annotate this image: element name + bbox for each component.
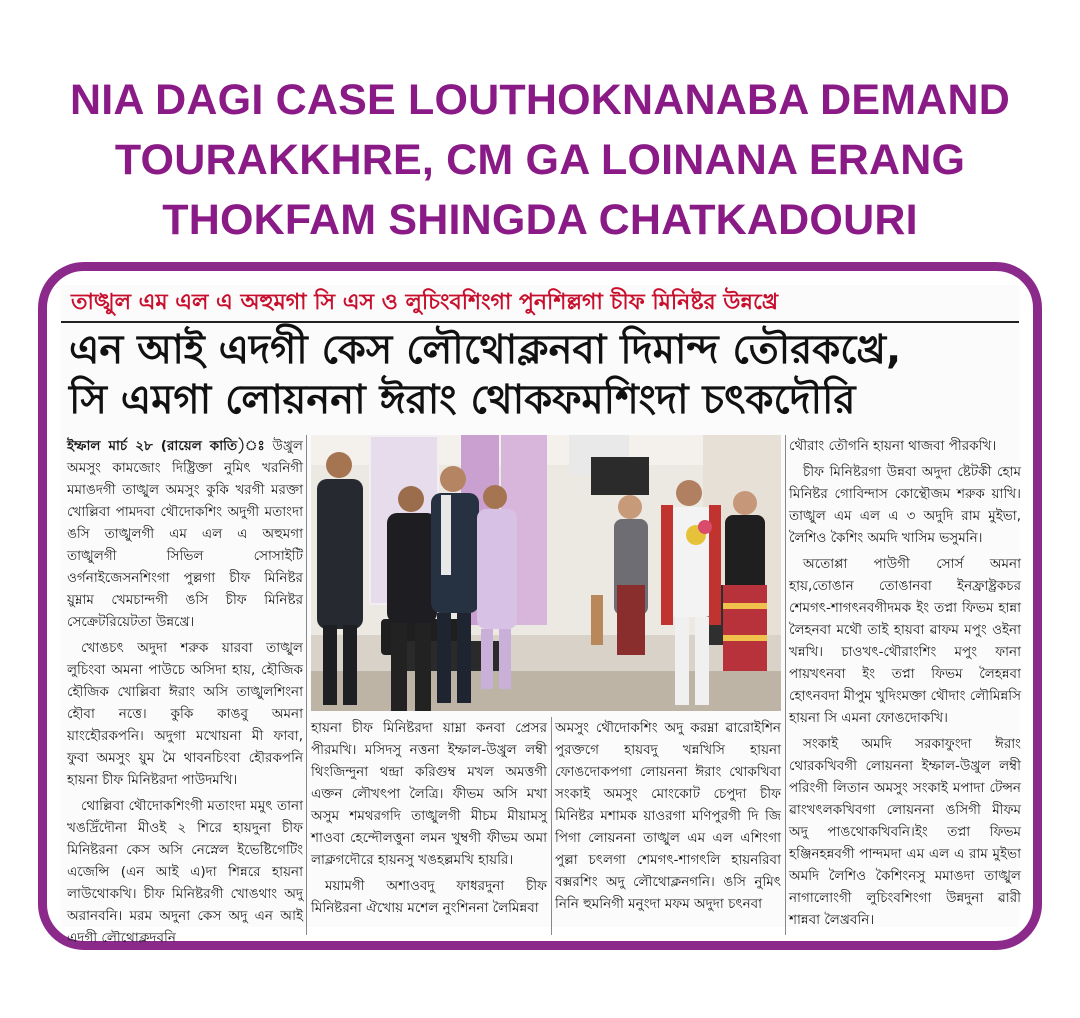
column-divider bbox=[306, 435, 307, 935]
article-paragraph: সংকাই অমদি সরকাফুংদা ঈরাং থোরকখিবগী লোয়ননা ইম্ফাল-উখ্রুল লম্বী পরিংগী লিতান অমসুং সংকাই মপাদা টেন্সন ৱাংখৎলকখিবগা লোয়ননা ঙসিগী মীফম অদু পাঙথোকখিবনি।ইং তপ্না ফিভম হঞ্জিনহন্নবগী পান্দমদা এম এল এ রাম মুইভা অমদি লৈশিও কৈশিংনসু মমাঙদা তাঙ্খুল নাগালোংগী লুচিংবশিংগা উন্নদুনা ৱারী শান্নবা লৈখ্রবনি। bbox=[789, 736, 1021, 928]
headline bbox=[0, 70, 1080, 250]
article-paragraph: খোঙচৎ অদুদা শরুক য়ারবা তাঙ্খুল লুচিংবা অমনা পাউচে অসিদা হায়, হৌজিক হৌজিক খোল্লিবা ঈরাং অসি তাঙ্খুলশিংনা হৌবা নত্তে। কুকি কাঙবু অমনা য়াংহৌরকপনি। অদুগা মখোয়না মী ফাবা, ফুবা অমসুং য়ুম মৈ থাবনচিংবা হৌরকপনি হায়না চীফ মিনিষ্টরদা পাউদমখি। bbox=[67, 640, 303, 788]
column-divider bbox=[785, 435, 786, 935]
article-dateline: ইম্ফাল মার্চ ২৮ (রায়েল কাতি)ঃ bbox=[67, 438, 265, 454]
clipping-title bbox=[69, 325, 1019, 425]
article-paragraph: হায়না চীফ মিনিষ্টরদা য়াম্না কনবা প্রেসর পীরমখি। মসিদসু নত্তনা ইম্ফাল-উখ্রুল লম্বী থিংজিন্দুনা থন্দ্রা করিগুম্ব মখল অমত্তগী এক্তন লৌখৎপা লৈত্রি। ফীভম অসি মখা অসুম শমথরগদি তাঙ্খুলগী মীচম মীয়ামসু শাওবা হেন্দৌলত্তুনা লমন খুম্বগী ফীভম অমা লাক্লগদৌরে হায়নসু খঙহল্লমখি হায়রি। bbox=[311, 720, 547, 868]
article-paragraph bbox=[67, 435, 303, 633]
clipping-kicker: তাঙ্খুল এম এল এ অহুমগা সি এস ও লুচিংবশিংগা পুনশিল্লগা চীফ মিনিষ্টর উন্নখ্রে bbox=[71, 290, 779, 315]
article-column-left bbox=[67, 435, 303, 946]
article-paragraph: ময়ামগী অশাওবদু ফাধরদুনা চীফ মিনিষ্টরনা ঐখোয় মশেল নুংশিননা লৈমিন্নবা bbox=[311, 878, 547, 916]
article-paragraph: থৌরাং তৌগনি হায়না থাজবা পীরকখি। bbox=[789, 438, 997, 454]
article-paragraph: চীফ মিনিষ্টরগা উন্নবা অদুদা ষ্টেটকী হোম মিনিষ্টর গোবিন্দাস কোন্থৌজম শরুক য়াখি। তাঙ্খুল এম এল এ ৩ অদুদি রাম মুইভা, লৈশিও কৈশিং অমদি খাসিম ভসুমনি। bbox=[789, 464, 1021, 546]
article-column-middle-right bbox=[555, 717, 781, 935]
news-photo bbox=[311, 435, 781, 711]
article-paragraph: অতোপ্পা পাউগী সোর্স অমনা হায়,তোঙান তোঙানবা ইনফ্রাষ্ট্রকচর শেমগৎ-শাগৎনবগীদমক ইং তপ্না ফিভম হান্না লৈহনবা মথৌ তাই হায়বা ৱাফম মপুং ওইনা খন্নখি। চাওখৎ-থৌরাংশিং মপুং ফানা পায়খৎনবা ইং তপ্না ফিভম লৈহন্নবা হোৎনবদা মীপুম খুদিংমক্তা থৌদাং লৌমিন্নসি হায়না সি এমনা ফোঙদোকখি। bbox=[789, 556, 1021, 726]
headline-line: TOURAKKHRE, CM GA LOINANA ERANG bbox=[114, 136, 966, 184]
article-text: উখ্রুল অমসুং কামজোং দিষ্ট্রিক্তা নুমিৎ খরনিগী মমাঙদগী তাঙ্খুল অমসুং কুকি খরগী মরক্তা খোল্লিবা পামদবা থৌদোকশিং অদুগী মতাংদা ঙসি তাঙ্খুলগী এম এল এ অহুমগা তাঙ্খুলগী সিভিল সোসাইটি ওর্গনাইজেসনশিংগা পুল্লগা চীফ মিনিষ্টর য়ুম্নাম খেমচান্দগী ঙসি চীফ মিনিষ্টর সেক্রেটরিয়েটতা উন্নখ্রে। bbox=[67, 438, 303, 630]
column-divider bbox=[551, 717, 552, 935]
clipping-title-line: সি এমগা লোয়ননা ঈরাং থোকফমশিংদা চৎকদৌরি bbox=[69, 377, 856, 423]
kicker-divider bbox=[61, 321, 1019, 323]
headline-line: NIA DAGI CASE LOUTHOKNANABA DEMAND bbox=[69, 76, 1011, 124]
article-paragraph: অমসুং থৌদোকশিং অদু করম্না ৱারোইশিন পুরক্তগে হায়বদু খন্নখিসি হায়না ফোঙদোকপগা লোয়ননা ঈরাং থোকখিবা সংকাই অমসুং মোংকোট চেপুদা চীফ মিনিষ্টর মশামক য়াওরগা মণিপুরগী দি জি পিগা লোয়ননা তাঙ্খুল এম এল এশিংগা পুল্লা চৎলগা শেমগৎ-শাগৎলি হায়নরিবা বক্সরশিং অদু লৌথোক্লনগনি। ঙসি নুমিৎ নিনি হুমনিগী মনুংদা মফম অদুদা চৎনবা bbox=[555, 720, 781, 912]
clipping-title-line: এন আই এদগী কেস লৌথোক্লনবা দিমান্দ তৌরকখ্রে, bbox=[69, 327, 902, 373]
article-column-middle-left bbox=[311, 717, 547, 935]
newspaper-clipping-frame bbox=[38, 262, 1042, 950]
article-column-right bbox=[789, 435, 1021, 935]
headline-line: THOKFAM SHINGDA CHATKADOURI bbox=[162, 196, 918, 244]
newspaper-clipping bbox=[61, 285, 1021, 946]
article-paragraph: থোল্লিবা থৌদোকশিংগী মতাংদা মমুৎ তানা খঙদ্রিঁদৌনা মীওই ২ শিরে হায়দুনা চীফ মিনিষ্টরনা কেস অসি নেস্নেল ইভেষ্টিগেটিং এজেন্সি (এন আই এ)দা শিন্নরে হায়না লাউথোকখি। চীফ মিনিষ্টরগী খোঙথাং অদু অরানবনি। মরম অদুনা কেস অদু এন আই এদগী লৌথোক্লদবনি bbox=[67, 798, 303, 946]
